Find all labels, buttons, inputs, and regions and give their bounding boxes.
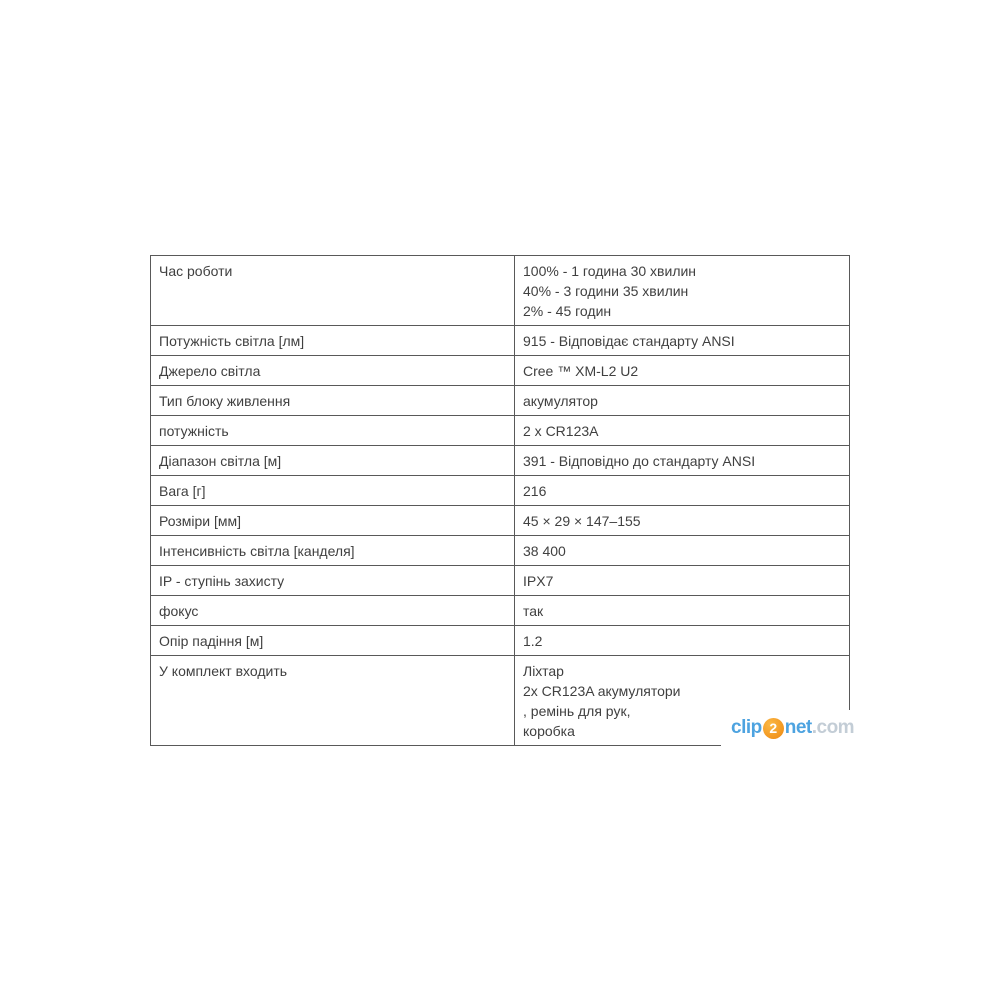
spec-value-line: 216 [523,483,547,499]
spec-table-body [151,256,850,746]
spec-label: Опір падіння [м] [151,626,515,656]
spec-value-line: IPX7 [523,573,554,589]
clip2net-watermark [721,710,865,746]
spec-value [515,536,850,566]
spec-label: Потужність світла [лм] [151,326,515,356]
spec-value-line: 2x CR123A акумулятори [523,683,681,699]
spec-value [515,596,850,626]
spec-label: Розміри [мм] [151,506,515,536]
spec-label: Тип блоку живлення [151,386,515,416]
spec-value [515,446,850,476]
table-row [151,386,850,416]
spec-label: Час роботи [151,256,515,326]
spec-value-line: так [523,603,544,619]
table-row [151,256,850,326]
table-row [151,566,850,596]
logo-text-com: .com [811,717,855,738]
spec-label: У комплект входить [151,656,515,746]
spec-value [515,326,850,356]
spec-value [515,476,850,506]
clip2net-logo [731,717,854,739]
spec-table [150,255,850,746]
spec-value-line: 915 - Відповідає стандарту ANSI [523,333,735,349]
spec-label: Вага [г] [151,476,515,506]
table-row [151,446,850,476]
spec-value-line: Cree ™ XM-L2 U2 [523,363,639,379]
table-row [151,626,850,656]
spec-value [515,356,850,386]
spec-label: Джерело світла [151,356,515,386]
spec-label: Діапазон світла [м] [151,446,515,476]
logo-text-net: net [784,717,812,738]
spec-value-line: акумулятор [523,393,598,409]
spec-value-line: , ремінь для рук, [523,703,631,719]
spec-value [515,626,850,656]
spec-label: потужність [151,416,515,446]
spec-value-line: коробка [523,723,575,739]
table-row [151,416,850,446]
table-row [151,476,850,506]
spec-value-line: 391 - Відповідно до стандарту ANSI [523,453,756,469]
spec-label: IP - ступінь захисту [151,566,515,596]
spec-label: Інтенсивність світла [канделя] [151,536,515,566]
spec-value-line: 100% - 1 година 30 хвилин [523,263,697,279]
spec-label: фокус [151,596,515,626]
spec-value-line: 2% - 45 годин [523,303,612,319]
spec-value-line: 40% - 3 години 35 хвилин [523,283,689,299]
table-row [151,326,850,356]
spec-value-line: 1.2 [523,633,543,649]
logo-text-clip: clip [731,717,762,738]
spec-value [515,256,850,326]
table-row [151,536,850,566]
spec-value-line: Ліхтар [523,663,564,679]
spec-value [515,416,850,446]
table-row [151,596,850,626]
spec-value-line: 38 400 [523,543,566,559]
spec-value [515,386,850,416]
spec-value [515,566,850,596]
logo-circle-2-icon: 2 [763,718,784,739]
spec-value-line: 45 × 29 × 147–155 [523,513,641,529]
table-row [151,356,850,386]
spec-value-line: 2 x CR123A [523,423,599,439]
spec-value [515,506,850,536]
table-row [151,506,850,536]
